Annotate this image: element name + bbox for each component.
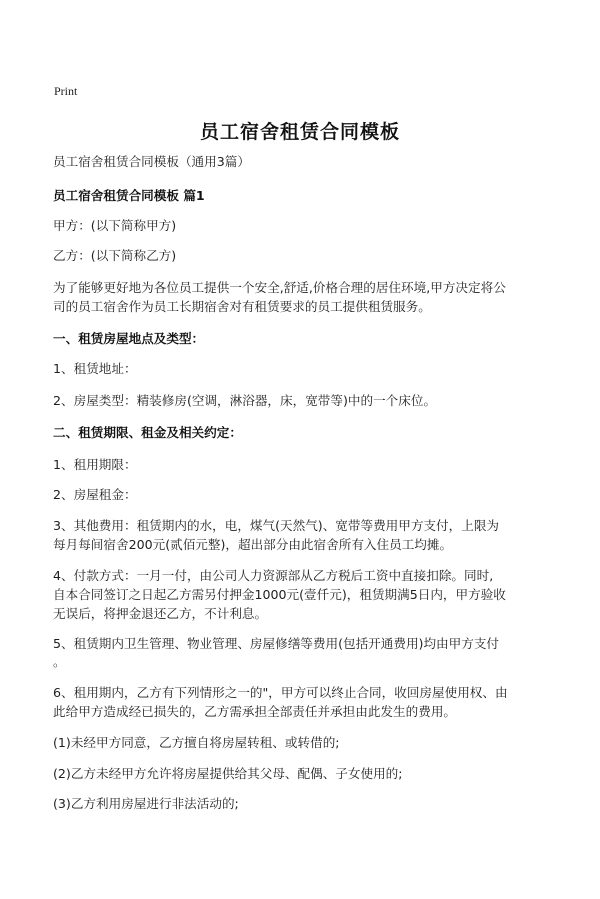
item-payment-line-1: 4、付款方式：一月一付，由公司人力资源部从乙方税后工资中直接扣除。同时, <box>53 568 494 583</box>
item-rental-period: 1、租用期限： <box>53 457 137 472</box>
clause-2: (2)乙方未经甲方允许将房屋提供给其父母、配偶、子女使用的; <box>53 766 403 781</box>
intro-paragraph-line-1: 为了能够更好地为各位员工提供一个安全,舒适,价格合理的居住环境,甲方决定将公 <box>53 280 506 295</box>
item-house-type: 2、房屋类型：精装修房(空调，淋浴器，床，宽带等)中的一个床位。 <box>53 393 437 408</box>
heading-rental-terms: 二、租赁期限、租金及相关约定： <box>53 425 242 440</box>
item-rental-address: 1、租赁地址： <box>53 361 137 376</box>
section-header: 员工宿舍租赁合同模板 篇1 <box>53 188 205 203</box>
item-other-fees-line-2: 每月每间宿舍200元(贰佰元整)，超出部分由此宿舍所有入住员工均摊。 <box>53 537 453 552</box>
clause-1: (1)未经甲方同意，乙方擅自将房屋转租、或转借的; <box>53 735 340 750</box>
document-title: 员工宿舍租赁合同模板 <box>199 121 400 143</box>
item-maintenance-line-2: 。 <box>53 654 66 669</box>
heading-rental-location: 一、租赁房屋地点及类型： <box>53 331 205 346</box>
intro-paragraph-line-2: 司的员工宿舍作为员工长期宿舍对有租赁要求的员工提供租赁服务。 <box>53 299 431 314</box>
item-payment-line-2: 自本合同签订之日起乙方需另付押金1000元(壹仟元)，租赁期满5日内，甲方验收 <box>53 587 506 602</box>
party-a-line: 甲方：(以下简称甲方) <box>53 218 177 233</box>
item-termination-line-2: 此给甲方造成经已损失的，乙方需承担全部责任并承担由此发生的费用。 <box>53 704 456 719</box>
item-payment-line-3: 无误后，将押金退还乙方，不计利息。 <box>53 606 268 621</box>
item-maintenance-line-1: 5、租赁期内卫生管理、物业管理、房屋修缮等费用(包括开通费用)均由甲方支付 <box>53 636 500 651</box>
party-b-line: 乙方：(以下简称乙方) <box>53 248 177 263</box>
item-termination-line-1: 6、租用期内，乙方有下列情形之一的"，甲方可以终止合同，收回房屋使用权、由 <box>53 685 508 700</box>
item-other-fees-line-1: 3、其他费用：租赁期内的水，电，煤气(天然气)、宽带等费用甲方支付，上限为 <box>53 518 500 533</box>
print-label: Print <box>54 84 78 98</box>
document-subtitle: 员工宿舍租赁合同模板（通用3篇） <box>53 154 250 169</box>
item-rent-amount: 2、房屋租金： <box>53 487 137 502</box>
clause-3: (3)乙方利用房屋进行非法活动的; <box>53 796 239 811</box>
